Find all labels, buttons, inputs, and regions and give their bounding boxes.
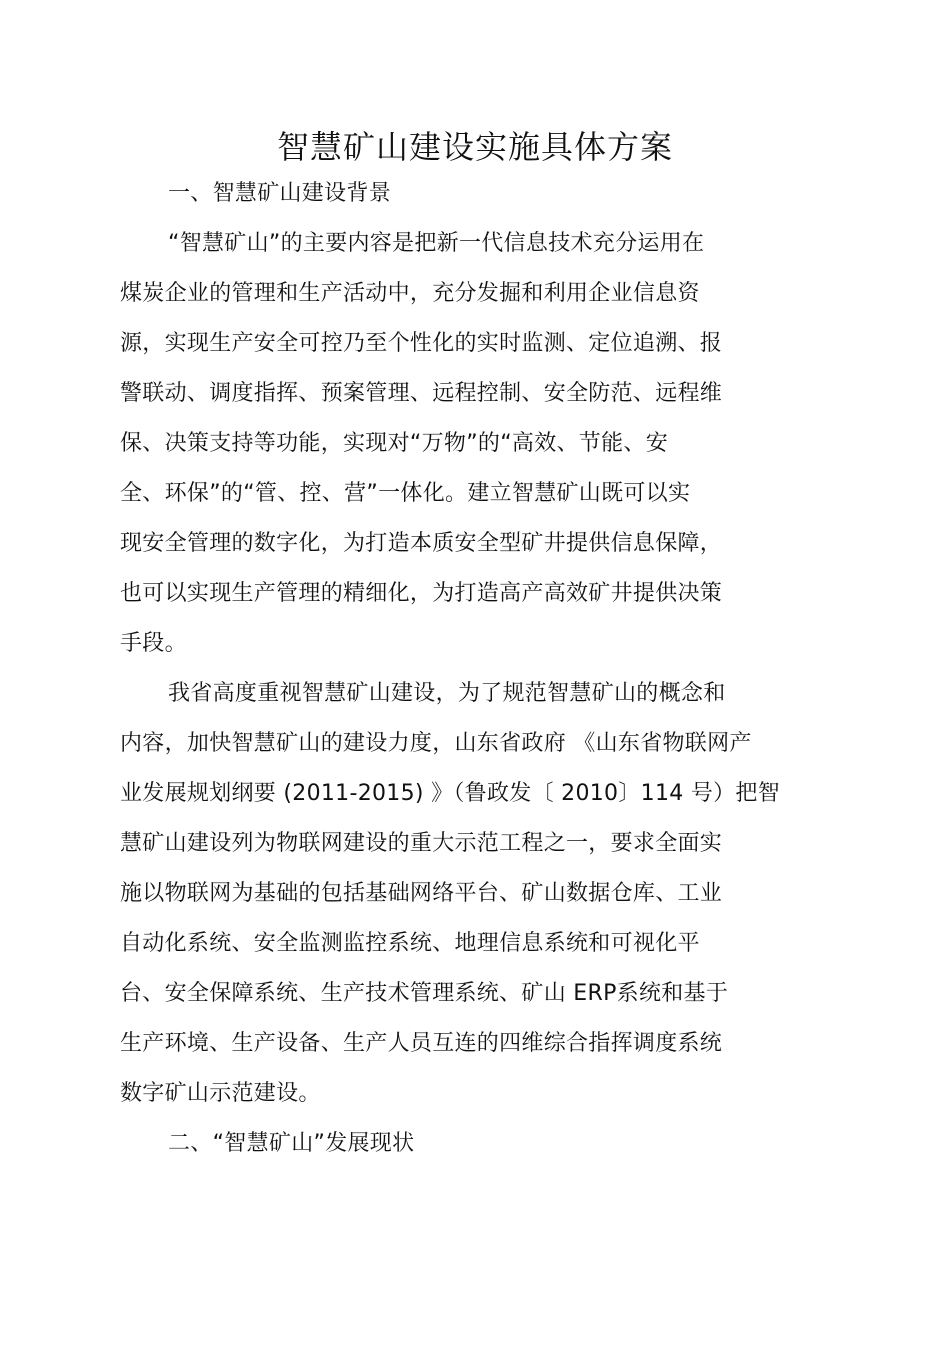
document-title: 智慧矿山建设实施具体方案 [276,128,673,166]
section-heading-background: 一、智慧矿山建设背景 [168,181,392,206]
paragraph-line: 现安全管理的数字化，为打造本质安全型矿井提供信息保障， [120,531,723,556]
paragraph-line: 警联动、调度指挥、预案管理、远程控制、安全防范、远程维 [120,381,723,406]
paragraph-line: “智慧矿山”的主要内容是把新一代信息技术充分运用在 [168,231,705,256]
paragraph-line: 数字矿山示范建设。 [120,1081,321,1106]
paragraph-line: 内容，加快智慧矿山的建设力度，山东省政府 《山东省物联网产 [120,731,752,756]
paragraph-line: 台、安全保障系统、生产技术管理系统、矿山 ERP系统和基于 [120,981,729,1006]
paragraph-line: 源，实现生产安全可控乃至个性化的实时监测、定位追溯、报 [120,331,723,356]
paragraph-line: 保、决策支持等功能，实现对“万物”的“高效、节能、安 [120,431,668,456]
paragraph-line: 全、环保”的“管、控、营”一体化。建立智慧矿山既可以实 [120,481,691,506]
paragraph-line: 慧矿山建设列为物联网建设的重大示范工程之一，要求全面实 [120,831,723,856]
paragraph-line: 我省高度重视智慧矿山建设，为了规范智慧矿山的概念和 [168,681,726,706]
paragraph-line: 煤炭企业的管理和生产活动中，充分发掘和利用企业信息资 [120,281,700,306]
paragraph-line: 施以物联网为基础的包括基础网络平台、矿山数据仓库、工业 [120,881,723,906]
paragraph-line: 自动化系统、安全监测监控系统、地理信息系统和可视化平 [120,931,700,956]
paragraph-line: 也可以实现生产管理的精细化，为打造高产高效矿井提供决策 [120,581,723,606]
section-heading-status: 二、“智慧矿山”发展现状 [168,1131,415,1156]
paragraph-line: 手段。 [120,631,187,656]
paragraph-line: 生产环境、生产设备、生产人员互连的四维综合指挥调度系统 [120,1031,723,1056]
paragraph-line: 业发展规划纲要 (2011-2015) 》（鲁政发〔 2010〕114 号）把智 [120,781,781,806]
